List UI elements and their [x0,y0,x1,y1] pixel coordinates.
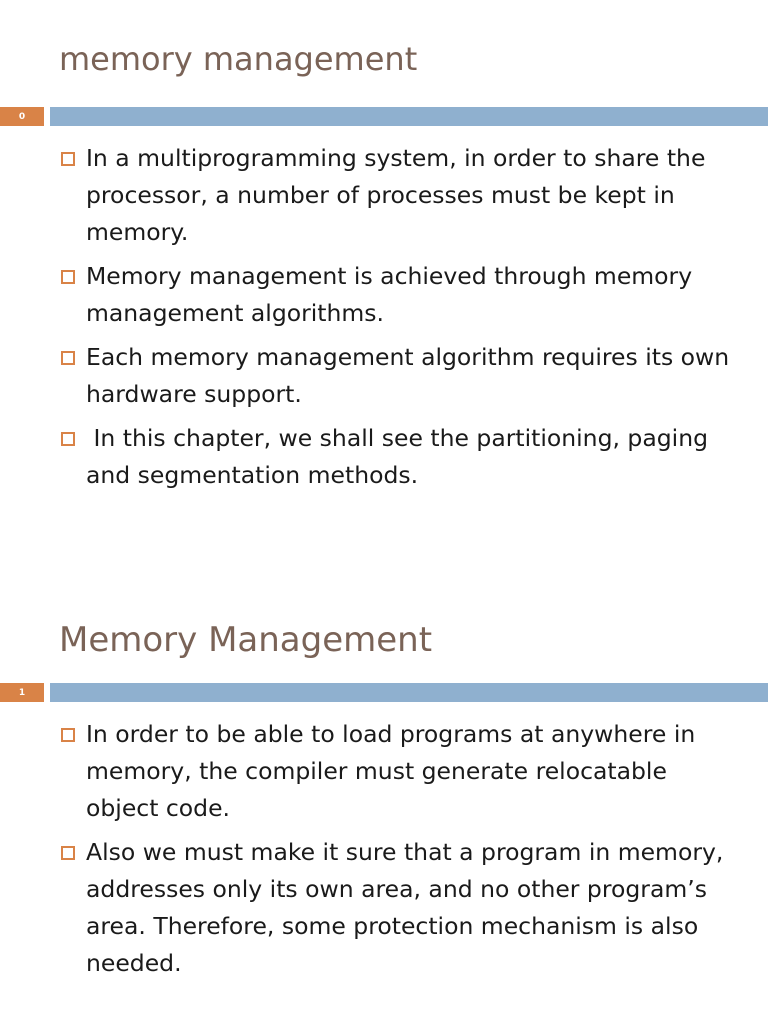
bullet-list [0,140,768,501]
square-bullet-icon [61,728,75,742]
slide-number: 1 [0,683,44,702]
bullet-text: Each memory management algorithm requires its own hardware support. [86,343,730,408]
bullet-item [0,716,768,827]
square-bullet-icon [61,351,75,365]
header-stripe [50,107,768,126]
bullet-text: Memory management is achieved through memory management algorithms. [86,262,693,327]
header-stripe [50,683,768,702]
bullet-item [0,140,768,251]
bullet-text: In order to be able to load programs at anywhere in memory, the compiler must generate relocatable object code. [86,720,696,822]
square-bullet-icon [61,432,75,446]
slide-number: 0 [0,107,44,126]
slide-1 [0,576,768,1024]
bullet-list [0,716,768,989]
square-bullet-icon [61,846,75,860]
bullet-item [0,834,768,982]
bullet-text: Also we must make it sure that a program in memory, addresses only its own area, and no other program’s area. Therefore, some protection mechanism is also needed. [86,838,724,977]
slide-header-bar [0,107,768,126]
slide-title: Memory Management [59,620,433,660]
slide-title: memory management [59,40,418,78]
square-bullet-icon [61,270,75,284]
bullet-item [0,258,768,332]
bullet-text: In a multiprogramming system, in order to share the processor, a number of processes must be kept in memory. [86,144,706,246]
slide-header-bar [0,683,768,702]
bullet-text: In this chapter, we shall see the partitioning, paging and segmentation methods. [86,424,716,489]
square-bullet-icon [61,152,75,166]
bullet-item [0,420,768,494]
bullet-item [0,339,768,413]
